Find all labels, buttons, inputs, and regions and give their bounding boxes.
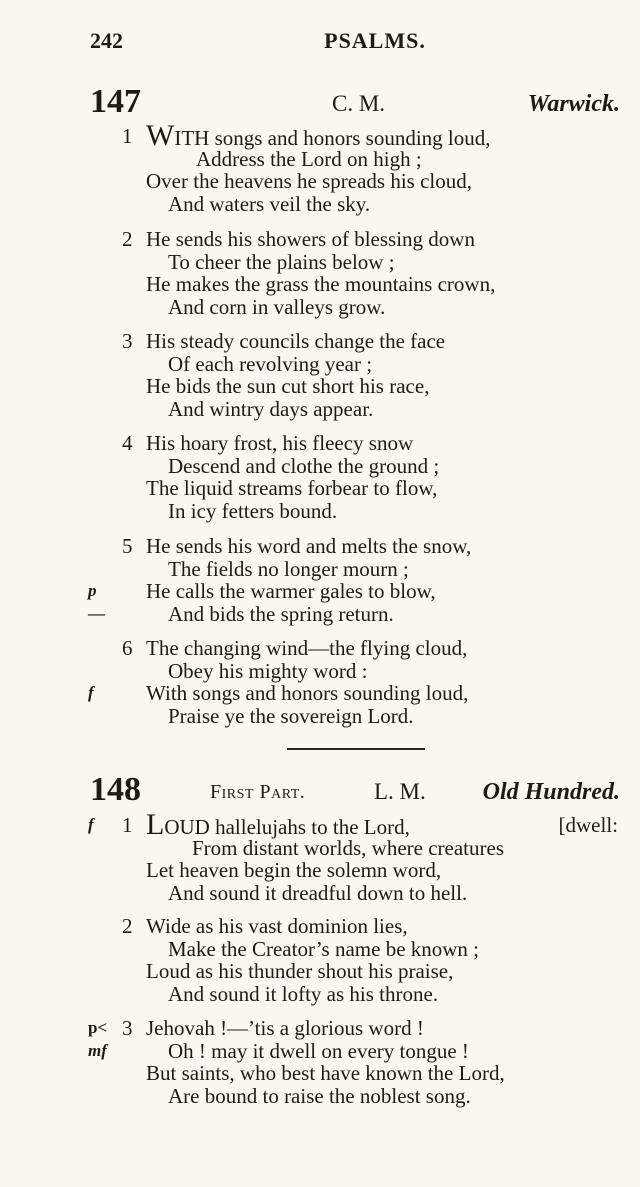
dynamic-mark: f (88, 815, 94, 834)
verse-text: To cheer the plains below ; (168, 249, 395, 274)
verse-text: And bids the spring return. (168, 601, 394, 626)
verse-text: He sends his showers of blessing down (146, 227, 475, 251)
verse-line (0, 1040, 640, 1063)
stanza-number: 1 (122, 124, 133, 148)
stanza-number: 2 (122, 227, 133, 251)
verse-line (0, 682, 640, 705)
verse-text: Obey his mighty word : (168, 658, 368, 683)
hymn-meter: L. M. (374, 779, 426, 804)
stanza-number: 4 (122, 431, 133, 455)
verse-text: His hoary frost, his fleecy snow (146, 431, 414, 455)
stanza-number: 1 (122, 813, 133, 837)
verse-line (0, 251, 640, 274)
verse-line (0, 660, 640, 683)
verse-line (0, 558, 640, 581)
verse-text: With songs and honors sounding loud, (146, 681, 469, 705)
verse-text: Address the Lord on high ; (196, 146, 422, 171)
verse-line (0, 915, 640, 938)
verse-text: His steady councils change the face (146, 329, 446, 353)
drop-cap: W (146, 119, 175, 152)
hymn-148-header (90, 770, 620, 810)
verse-text: Over the heavens he spreads his cloud, (146, 169, 472, 193)
verse-line (0, 119, 640, 152)
hymn-part: First Part. (210, 781, 306, 803)
stanza-147-6 (0, 637, 640, 727)
verse-text: Let heaven begin the solemn word, (146, 858, 442, 882)
verse-line (0, 580, 640, 603)
verse-line (0, 193, 640, 216)
running-title: PSALMS. (324, 28, 426, 53)
page-number: 242 (90, 28, 123, 53)
verse-text: But saints, who best have known the Lord, (146, 1061, 505, 1085)
stanza-147-3 (0, 330, 640, 420)
stanza-147-2 (0, 228, 640, 318)
hymn-tune: Warwick. (527, 91, 620, 117)
verse-text: ITH songs and honors sounding loud, (174, 126, 491, 150)
verse-line (0, 148, 640, 171)
verse-text: And corn in valleys grow. (168, 294, 386, 319)
turnover-word: [dwell: (558, 813, 618, 837)
verse-line (0, 500, 640, 523)
verse-text: He sends his word and melts the snow, (146, 534, 472, 558)
verse-text: In icy fetters bound. (168, 498, 338, 523)
verse-line (0, 455, 640, 478)
stanza-number: 5 (122, 534, 133, 558)
verse-text: From distant worlds, where creatures (192, 835, 504, 860)
hymn-number: 147 (90, 83, 141, 120)
stanza-number: 3 (122, 1016, 133, 1040)
verse-line (0, 228, 640, 251)
verse-line (0, 375, 640, 398)
verse-line (0, 960, 640, 983)
verse-line (0, 808, 640, 841)
dynamic-mark: p (88, 581, 97, 600)
stanza-147-5 (0, 535, 640, 625)
hymn-meter: C. M. (332, 91, 386, 116)
verse-text: Of each revolving year ; (168, 351, 373, 376)
stanza-number: 3 (122, 329, 133, 353)
verse-text: Oh ! may it dwell on every tongue ! (168, 1038, 469, 1063)
hymn-tune: Old Hundred. (482, 779, 620, 805)
verse-line (0, 353, 640, 376)
stanza-number: 6 (122, 636, 133, 660)
verse-line (0, 705, 640, 728)
verse-text: Descend and clothe the ground ; (168, 453, 440, 478)
verse-text: He bids the sun cut short his race, (146, 374, 430, 398)
section-divider (287, 748, 425, 750)
verse-line (0, 637, 640, 660)
verse-line (0, 477, 640, 500)
verse-text: Jehovah !—’tis a glorious word ! (146, 1016, 424, 1040)
verse-line (0, 273, 640, 296)
hymn-147-header (90, 82, 620, 122)
running-head (90, 28, 620, 58)
verse-text: Are bound to raise the noblest song. (168, 1083, 471, 1108)
dynamic-mark: f (88, 683, 94, 702)
verse-line (0, 330, 640, 353)
verse-text: The fields no longer mourn ; (168, 556, 409, 581)
dynamic-mark: p< (88, 1018, 108, 1037)
verse-line (0, 859, 640, 882)
stanza-148-2 (0, 915, 640, 1005)
verse-line (0, 882, 640, 905)
stanza-number: 2 (122, 914, 133, 938)
verse-text: Make the Creator’s name be known ; (168, 936, 480, 961)
verse-text: OUD hallelujahs to the Lord, (164, 815, 410, 839)
verse-text: Loud as his thunder shout his praise, (146, 959, 454, 983)
verse-text: The changing wind—the flying cloud, (146, 636, 468, 660)
hymn-number: 148 (90, 771, 141, 808)
verse-line (0, 1017, 640, 1040)
stanza-148-3 (0, 1017, 640, 1107)
verse-text: The liquid streams forbear to flow, (146, 476, 438, 500)
dynamic-mark: mf (88, 1040, 107, 1060)
verse-line (0, 535, 640, 558)
drop-cap: L (146, 808, 165, 841)
verse-text: He calls the warmer gales to blow, (146, 579, 436, 603)
verse-line (0, 1062, 640, 1085)
verse-text: Wide as his vast dominion lies, (146, 914, 408, 938)
verse-line (0, 170, 640, 193)
dynamic-mark: — (88, 603, 105, 623)
stanza-148-1 (0, 808, 640, 905)
verse-line (0, 398, 640, 421)
verse-line (0, 837, 640, 860)
verse-line (0, 296, 640, 319)
stanza-147-4 (0, 432, 640, 522)
verse-text: And wintry days appear. (168, 396, 374, 421)
verse-line (0, 983, 640, 1006)
verse-text: And sound it lofty as his throne. (168, 981, 439, 1006)
verse-line (0, 1085, 640, 1108)
verse-line (0, 432, 640, 455)
verse-text: And sound it dreadful down to hell. (168, 880, 468, 905)
stanza-147-1 (0, 119, 640, 216)
verse-line (0, 603, 640, 626)
verse-text: And waters veil the sky. (168, 191, 371, 216)
verse-text: He makes the grass the mountains crown, (146, 272, 496, 296)
verse-line (0, 938, 640, 961)
verse-text: Praise ye the sovereign Lord. (168, 703, 414, 728)
